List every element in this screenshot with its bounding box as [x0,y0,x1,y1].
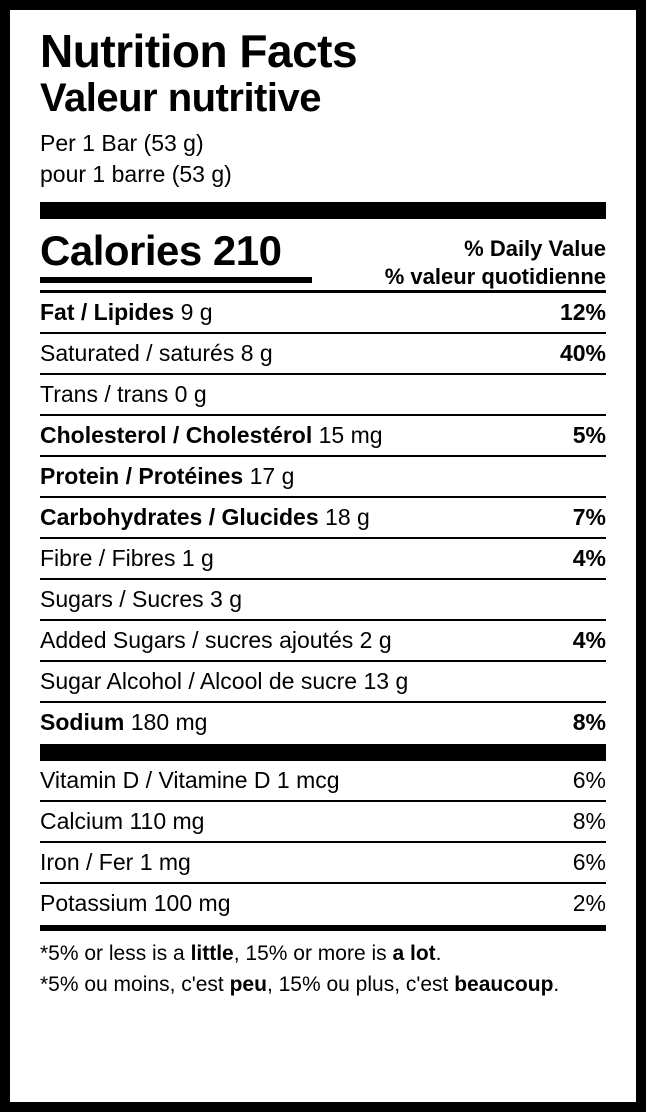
footnote-section [40,925,606,1000]
vitamin-daily-value: 6% [536,842,606,883]
nutrient-table-body [40,292,606,743]
nutrient-name-cell [40,620,536,661]
nutrient-row [40,661,606,702]
daily-value-header [385,229,606,290]
nutrient-daily-value: 4% [536,538,606,579]
divider-thick-bottom [40,744,606,761]
nutrient-name-cell [40,538,536,579]
nutrient-daily-value: 8% [536,702,606,742]
vitamin-name-cell [40,761,536,801]
footnote-english-part1: *5% or less is a [40,942,191,966]
vitamin-row [40,842,606,883]
label-title-english: Nutrition Facts [40,25,358,77]
vitamin-daily-value: 2% [536,883,606,923]
vitamin-table [40,761,606,923]
nutrient-table [40,290,606,742]
vitamin-name: Iron / Fer [40,849,134,876]
vitamin-row [40,883,606,923]
vitamin-name: Vitamin D / Vitamine D [40,767,271,794]
vitamin-amount: 100 mg [147,890,231,917]
footnote-french-bold1: peu [229,972,267,996]
nutrient-daily-value [536,661,606,702]
nutrient-name: Carbohydrates / Glucides [40,504,319,531]
nutrient-name: Sugars / Sucres [40,586,204,613]
nutrient-amount: 13 g [357,668,409,695]
footnote-english-part3: . [435,942,442,966]
calories-value: Calories 210 [40,227,282,275]
calories-cell [40,229,312,283]
nutrient-row [40,292,606,334]
nutrient-name-cell [40,661,536,702]
vitamin-daily-value: 8% [536,801,606,842]
vitamin-amount: 110 mg [123,808,205,835]
nutrient-daily-value [536,456,606,497]
nutrient-row [40,579,606,620]
footnote-english [40,939,606,969]
nutrient-amount: 3 g [203,586,243,613]
vitamin-name-cell [40,842,536,883]
nutrient-amount: 8 g [234,340,273,367]
daily-value-header-french: % valeur quotidienne [384,263,606,289]
vitamin-row [40,801,606,842]
nutrient-name: Sodium [40,709,125,736]
nutrient-row [40,374,606,415]
nutrient-row [40,333,606,374]
vitamin-amount: 1 mg [133,849,191,876]
calories-row [40,229,606,290]
nutrient-name-cell [40,702,536,742]
nutrient-amount: 180 mg [124,709,208,736]
nutrient-amount: 1 g [175,545,214,572]
nutrient-name: Saturated / saturés [40,340,235,367]
nutrient-name: Cholesterol / Cholestérol [40,422,313,449]
footnote-french-part1: *5% ou moins, c'est [40,972,230,996]
nutrient-name: Trans / trans [40,381,169,408]
nutrient-daily-value: 5% [536,415,606,456]
nutrient-name-cell [40,579,536,620]
vitamin-table-body [40,761,606,923]
nutrient-name-cell [40,497,536,538]
vitamin-name-cell [40,801,536,842]
nutrient-name-cell [40,374,536,415]
nutrient-row [40,415,606,456]
daily-value-header-english: % Daily Value [464,236,606,262]
nutrient-row [40,702,606,742]
nutrient-amount: 9 g [174,299,213,326]
footnote-french-part3: . [553,972,560,996]
footnote-english-part2: , 15% or more is [233,942,393,966]
serving-size-french: pour 1 barre (53 g) [40,161,232,188]
vitamin-daily-value: 6% [572,767,606,794]
divider-thick-top [40,202,606,219]
nutrient-daily-value: 7% [536,497,606,538]
nutrient-name: Fibre / Fibres [40,545,176,572]
footnote-english-bold2: a lot [392,942,436,966]
footnote-french-bold2: beaucoup [454,972,554,996]
nutrient-row [40,456,606,497]
nutrient-daily-value: 12% [536,292,606,334]
footnote-english-bold1: little [190,942,234,966]
nutrient-amount: 2 g [353,627,392,654]
nutrition-label-inner [10,10,636,1102]
vitamin-name-cell [40,883,536,923]
nutrient-amount: 18 g [318,504,370,531]
nutrient-name-cell [40,333,536,374]
footnote-french-part2: , 15% ou plus, c'est [266,972,455,996]
nutrient-row [40,620,606,661]
nutrient-row [40,538,606,579]
nutrient-name: Protein / Protéines [40,463,244,490]
nutrient-name-cell [40,456,536,497]
nutrient-name: Fat / Lipides [40,299,175,326]
vitamin-name: Potassium [40,890,148,917]
nutrient-row [40,497,606,538]
nutrient-amount: 15 mg [312,422,383,449]
label-title-french: Valeur nutritive [40,75,321,120]
vitamin-amount: 1 mcg [270,767,340,794]
nutrient-daily-value: 4% [536,620,606,661]
serving-size-english: Per 1 Bar (53 g) [40,130,204,157]
footnote-french [40,970,606,1000]
nutrient-daily-value [536,579,606,620]
nutrient-amount: 17 g [243,463,295,490]
vitamin-row [40,761,606,801]
nutrient-daily-value [536,374,606,415]
nutrient-name: Added Sugars / sucres ajoutés [40,627,354,654]
nutrient-daily-value: 40% [536,333,606,374]
nutrient-name-cell [40,292,536,334]
nutrient-amount: 0 g [168,381,207,408]
vitamin-name: Calcium [40,808,124,835]
nutrient-name-cell [40,415,536,456]
nutrient-name: Sugar Alcohol / Alcool de sucre [40,668,358,695]
